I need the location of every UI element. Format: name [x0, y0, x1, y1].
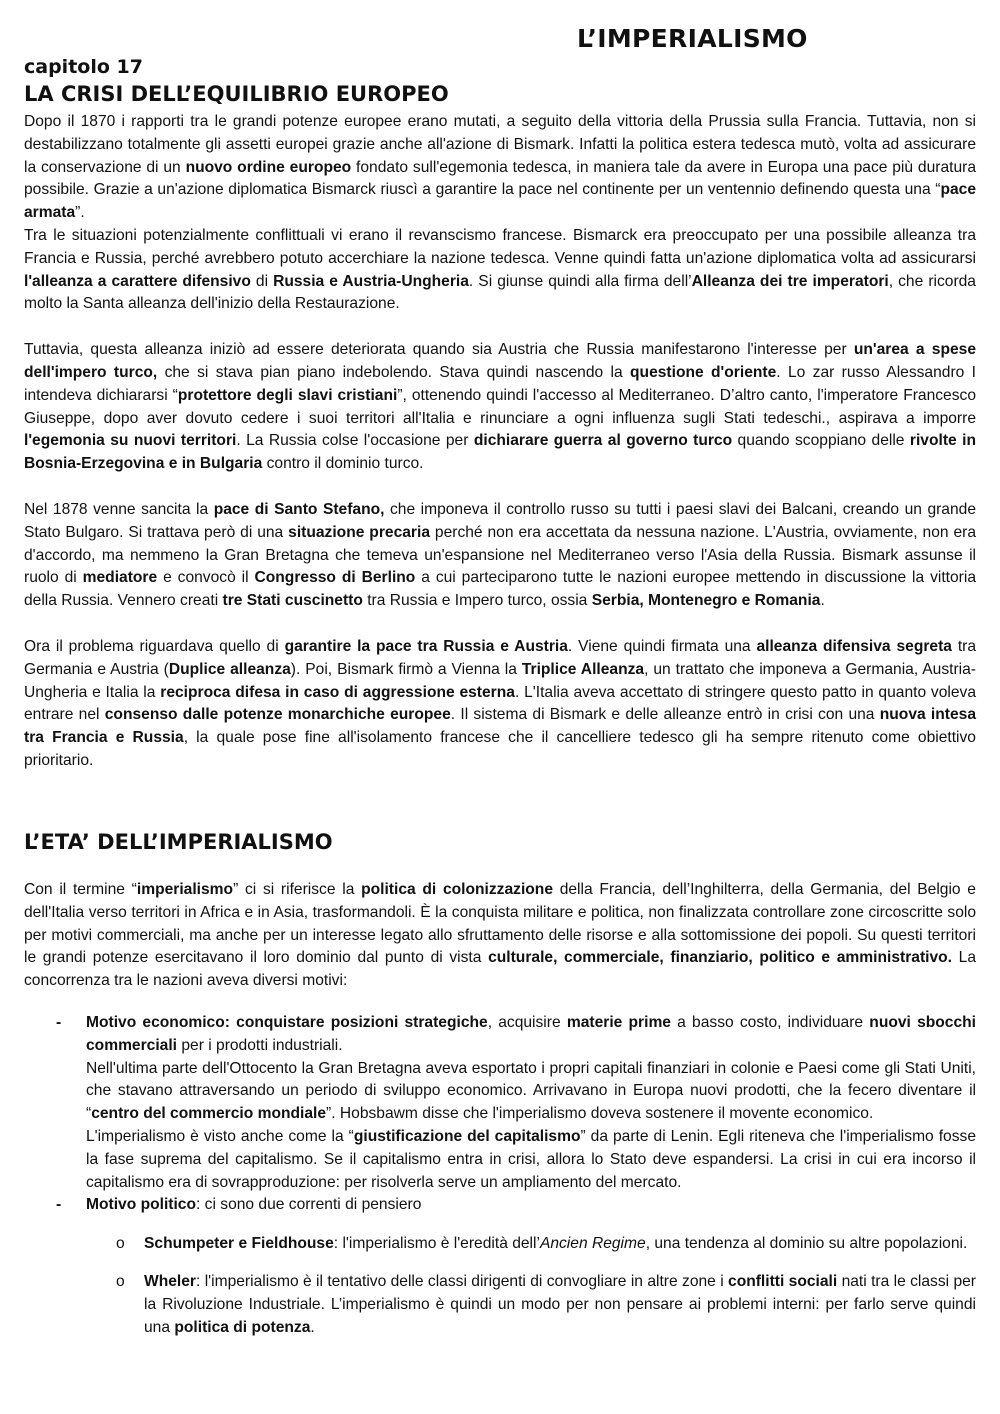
text-run: . Si giunse quindi alla firma dell’: [468, 272, 692, 290]
bold-text: culturale, commerciale, finanziario, politico e amministrativo.: [488, 949, 952, 967]
text-run: ” ci si riferisce la: [233, 881, 362, 898]
document-title: L’IMPERIALISMO: [577, 24, 808, 53]
paragraph: [24, 339, 976, 476]
bold-text: Schumpeter e Fieldhouse: [144, 1234, 334, 1252]
paragraph: [24, 636, 976, 773]
text-run: ”.: [75, 204, 85, 222]
bold-text: rivolte in Bosnia-Erzegovina e in Bulgaria: [24, 432, 976, 473]
text-run: La concorrenza tra le nazioni aveva diversi motivi:: [24, 949, 976, 990]
dash-bullet: -: [56, 1014, 62, 1031]
bold-text: Duplice alleanza: [168, 660, 291, 678]
text-run: quando scoppiano delle: [732, 432, 910, 450]
text-run: . Lo zar russo Alessandro I intendeva dichiararsi “: [24, 363, 976, 404]
text-run: della Francia, dell’Inghilterra, della Germania, del Belgio e dell'Italia verso territori in Africa e in Asia, trasformandoli. È la conquista militare e politica, non finalizzata controllare zone circoscritte solo per motivi commerciali, ma anche per un interesse legato allo sfruttamento delle risorse e alla sottomissione dei popoli. Su questi territori le grandi potenze esercitavano il loro dominio dal punto di vista: [24, 881, 976, 967]
bold-text: situazione precaria: [288, 523, 430, 541]
bold-text: questione d'oriente: [630, 363, 777, 381]
bold-text: Motivo economico: conquistare posizioni strategiche: [86, 1014, 488, 1031]
text-run: nati tra le classi per la Rivoluzione Industriale. L’imperialismo è quindi un modo per non pensare ai problemi interni: per farlo serve quindi una: [144, 1273, 977, 1336]
italic-text: Ancien Regime: [539, 1234, 646, 1252]
bold-text: giustificazione del capitalismo: [353, 1127, 581, 1145]
paragraph: [86, 1126, 976, 1194]
text-run: , la quale pose fine all'isolamento francese che il cancelliere tedesco gli ha sempre ritenuto come obiettivo prioritario.: [24, 729, 976, 769]
bold-text: pace armata: [24, 181, 976, 222]
bold-text: nuovi sbocchi commerciali: [86, 1014, 977, 1054]
text-run: .: [820, 592, 825, 610]
bold-text: protettore degli slavi cristiani: [177, 386, 398, 404]
paragraph: [24, 879, 976, 993]
text-run: tra Germania e Austria (: [24, 637, 977, 678]
bold-text: materie prime: [566, 1014, 671, 1031]
bold-text: Wheler: [144, 1273, 196, 1291]
text-run: , una tendenza al dominio su altre popolazioni.: [645, 1234, 968, 1252]
text-run: che si stava pian piano indebolendo. Stava quindi nascendo la: [157, 363, 631, 381]
text-run: ”, ottenendo quindi l'accesso al Mediterraneo. D’altro canto, l'imperatore Francesco Giuseppe, dopo aver dovuto cedere i suoi territori all'Italia e rinunciare a ogni influenza sugli Stati tedeschi., aspirava a imporre: [24, 386, 976, 427]
text-run: a cui parteciparono tutte le nazioni europee mettendo in discussione la vittoria della Russia. Vennero creati: [24, 569, 976, 610]
text-run: che imponeva il controllo russo su tutti i paesi slavi dei Balcani, creando un grande Stato Bulgaro. Si trattava però di una: [24, 500, 976, 541]
text-run: ” da parte di Lenin. Egli riteneva che l'imperialismo fosse la fase suprema del capitalismo. Se il capitalismo entra in crisi, allora lo Stato deve espandersi. La crisi in cui era incorso il capitalismo era di sovrapproduzione: per risolverla serve un ampliamento del mercato.: [86, 1127, 976, 1191]
bold-text: nuovo ordine europeo: [185, 158, 352, 176]
text-run: Con il termine “: [24, 881, 137, 898]
section-title-crisi: LA CRISI DELL’EQUILIBRIO EUROPEO: [24, 82, 449, 106]
text-run: per i prodotti industriali.: [177, 1036, 343, 1054]
text-run: Ora il problema riguardava quello di: [24, 637, 285, 655]
text-run: . Il sistema di Bismark e delle alleanze entrò in crisi con una: [450, 706, 880, 724]
text-run: Tuttavia, questa alleanza iniziò ad essere deteriorata quando sia Austria che Russia manifestarono l'interesse per: [24, 341, 854, 359]
text-run: a basso costo, individuare: [670, 1014, 870, 1031]
sublist-item-schumpeter: [24, 1233, 976, 1256]
circle-bullet: o: [116, 1273, 125, 1291]
list-item-political: [24, 1194, 976, 1217]
text-run: .: [310, 1318, 315, 1336]
bold-text: un'area a spese dell'impero turco,: [24, 341, 976, 381]
bold-text: centro del commercio mondiale: [91, 1105, 327, 1123]
bold-text: garantire la pace tra Russia e Austria: [284, 637, 568, 655]
text-run: : l'imperialismo è il tentativo delle classi dirigenti di convogliare in altre zone i: [196, 1273, 729, 1291]
bold-text: alleanza difensiva segreta: [756, 637, 952, 655]
bold-text: conflitti sociali: [728, 1273, 838, 1291]
bold-text: Russia e Austria-Ungheria: [273, 272, 469, 290]
text-run: , un trattato che imponeva a Germania, Austria-Ungheria e Italia la: [24, 660, 976, 701]
text-run: : ci sono due correnti di pensiero: [196, 1196, 422, 1214]
bold-text: consenso dalle potenze monarchiche europee: [104, 706, 451, 724]
bold-text: nuova intesa tra Francia e Russia: [24, 706, 977, 747]
text-run: Nel 1878 venne sancita la: [24, 500, 214, 518]
bold-text: pace di Santo Stefano,: [213, 500, 385, 518]
paragraph: [24, 499, 976, 613]
bold-text: imperialismo: [136, 881, 234, 898]
text-run: . Viene quindi firmata una: [567, 637, 757, 655]
bold-text: dichiarare guerra al governo turco: [473, 432, 733, 450]
bold-text: tre Stati cuscinetto: [222, 592, 363, 610]
bold-text: Triplice Alleanza: [521, 660, 645, 678]
text-run: L'imperialismo è visto anche come la “: [86, 1127, 354, 1145]
text-run: perché non era accettata da nessuna nazione. L'Austria, ovviamente, non era d'accordo, ma nemmeno la Gran Bretagna che temeva un'espansione nel Mediterraneo verso l'Asia della Russia. Bismark assunse il ruolo di: [24, 523, 976, 587]
text-run: Dopo il 1870 i rapporti tra le grandi potenze europee erano mutati, a seguito della vittoria della Prussia sulla Francia. Tuttavia, non si destabilizzano totalmente gli assetti europei grazie anche all'azione di Bismark. Infatti la politica estera tedesca mutò, volta ad assicurare la conservazione di un: [24, 113, 976, 176]
text-run: tra Russia e Impero turco, ossia: [362, 592, 592, 610]
text-run: Nell'ultima parte dell'Ottocento la Gran Bretagna aveva esportato i propri capitali finanziari in colonie e Paesi come gli Stati Uniti, che stavano attraversando un periodo di sviluppo economico. Arrivavano in Europa nuovi prodotti, che la fecero diventare il “: [86, 1059, 976, 1123]
text-run: Tra le situazioni potenzialmente conflittuali vi erano il revanscismo francese. Bismarck era preoccupato per una possibile alleanza tra Francia e Russia, perché avrebbero potuto accerchiare la nazione tedesca. Venne quindi fatta un'azione diplomatica volta ad assicurarsi: [24, 226, 976, 267]
text-run: fondato sull'egemonia tedesca, in maniera tale da avere in Europa una pace più duratura possibile. Grazie a un'azione diplomatica Bismarck riuscì a garantire la pace nel continente per un ventennio definendo questa una “: [24, 158, 976, 199]
bold-text: reciproca difesa in caso di aggressione esterna: [160, 683, 515, 701]
text-run: , che ricorda molto la Santa alleanza dell'inizio della Restaurazione.: [24, 272, 976, 313]
paragraph: [144, 1271, 976, 1339]
text-run: e convocò il: [157, 569, 255, 587]
bold-text: mediatore: [82, 569, 158, 587]
bold-text: Congresso di Berlino: [254, 569, 416, 587]
paragraph: [86, 1012, 976, 1058]
paragraph: [86, 1194, 976, 1217]
bold-text: l'egemonia su nuovi territori: [24, 432, 237, 450]
section-crisi-body: [24, 111, 976, 773]
text-run: contro il dominio turco.: [262, 455, 424, 473]
dash-bullet: -: [56, 1196, 62, 1214]
paragraph: [24, 111, 976, 225]
sublist-item-wheler: [24, 1271, 976, 1339]
list-item-economic: [24, 1012, 976, 1194]
text-run: . La Russia colse l'occasione per: [236, 432, 474, 450]
chapter-label: capitolo 17: [24, 56, 143, 78]
text-run: . L'Italia aveva accettato di stringere questo patto in quanto voleva entrare nel: [24, 683, 977, 724]
bold-text: l'alleanza a carattere difensivo: [24, 272, 251, 290]
text-run: ”. Hobsbawm disse che l'imperialismo doveva sostenere il movente economico.: [326, 1105, 874, 1123]
bold-text: Alleanza dei tre imperatori: [691, 272, 889, 290]
bold-text: Motivo politico: [86, 1196, 197, 1214]
circle-bullet: o: [116, 1234, 125, 1252]
text-run: ). Poi, Bismark firmò a Vienna la: [290, 660, 522, 678]
text-run: : l'imperialismo è l'eredità dell’: [333, 1234, 540, 1252]
paragraph: [86, 1058, 976, 1126]
section-imperialismo-intro: [24, 879, 976, 993]
paragraph: [24, 225, 976, 316]
paragraph: [144, 1233, 976, 1256]
section-title-imperialismo: L’ETA’ DELL’IMPERIALISMO: [24, 830, 333, 854]
text-run: , acquisire: [487, 1014, 567, 1031]
bold-text: Serbia, Montenegro e Romania: [591, 592, 821, 610]
bold-text: politica di potenza: [174, 1318, 311, 1336]
bold-text: politica di colonizzazione: [361, 881, 553, 898]
motives-list: [24, 1012, 976, 1355]
text-run: di: [250, 272, 274, 290]
